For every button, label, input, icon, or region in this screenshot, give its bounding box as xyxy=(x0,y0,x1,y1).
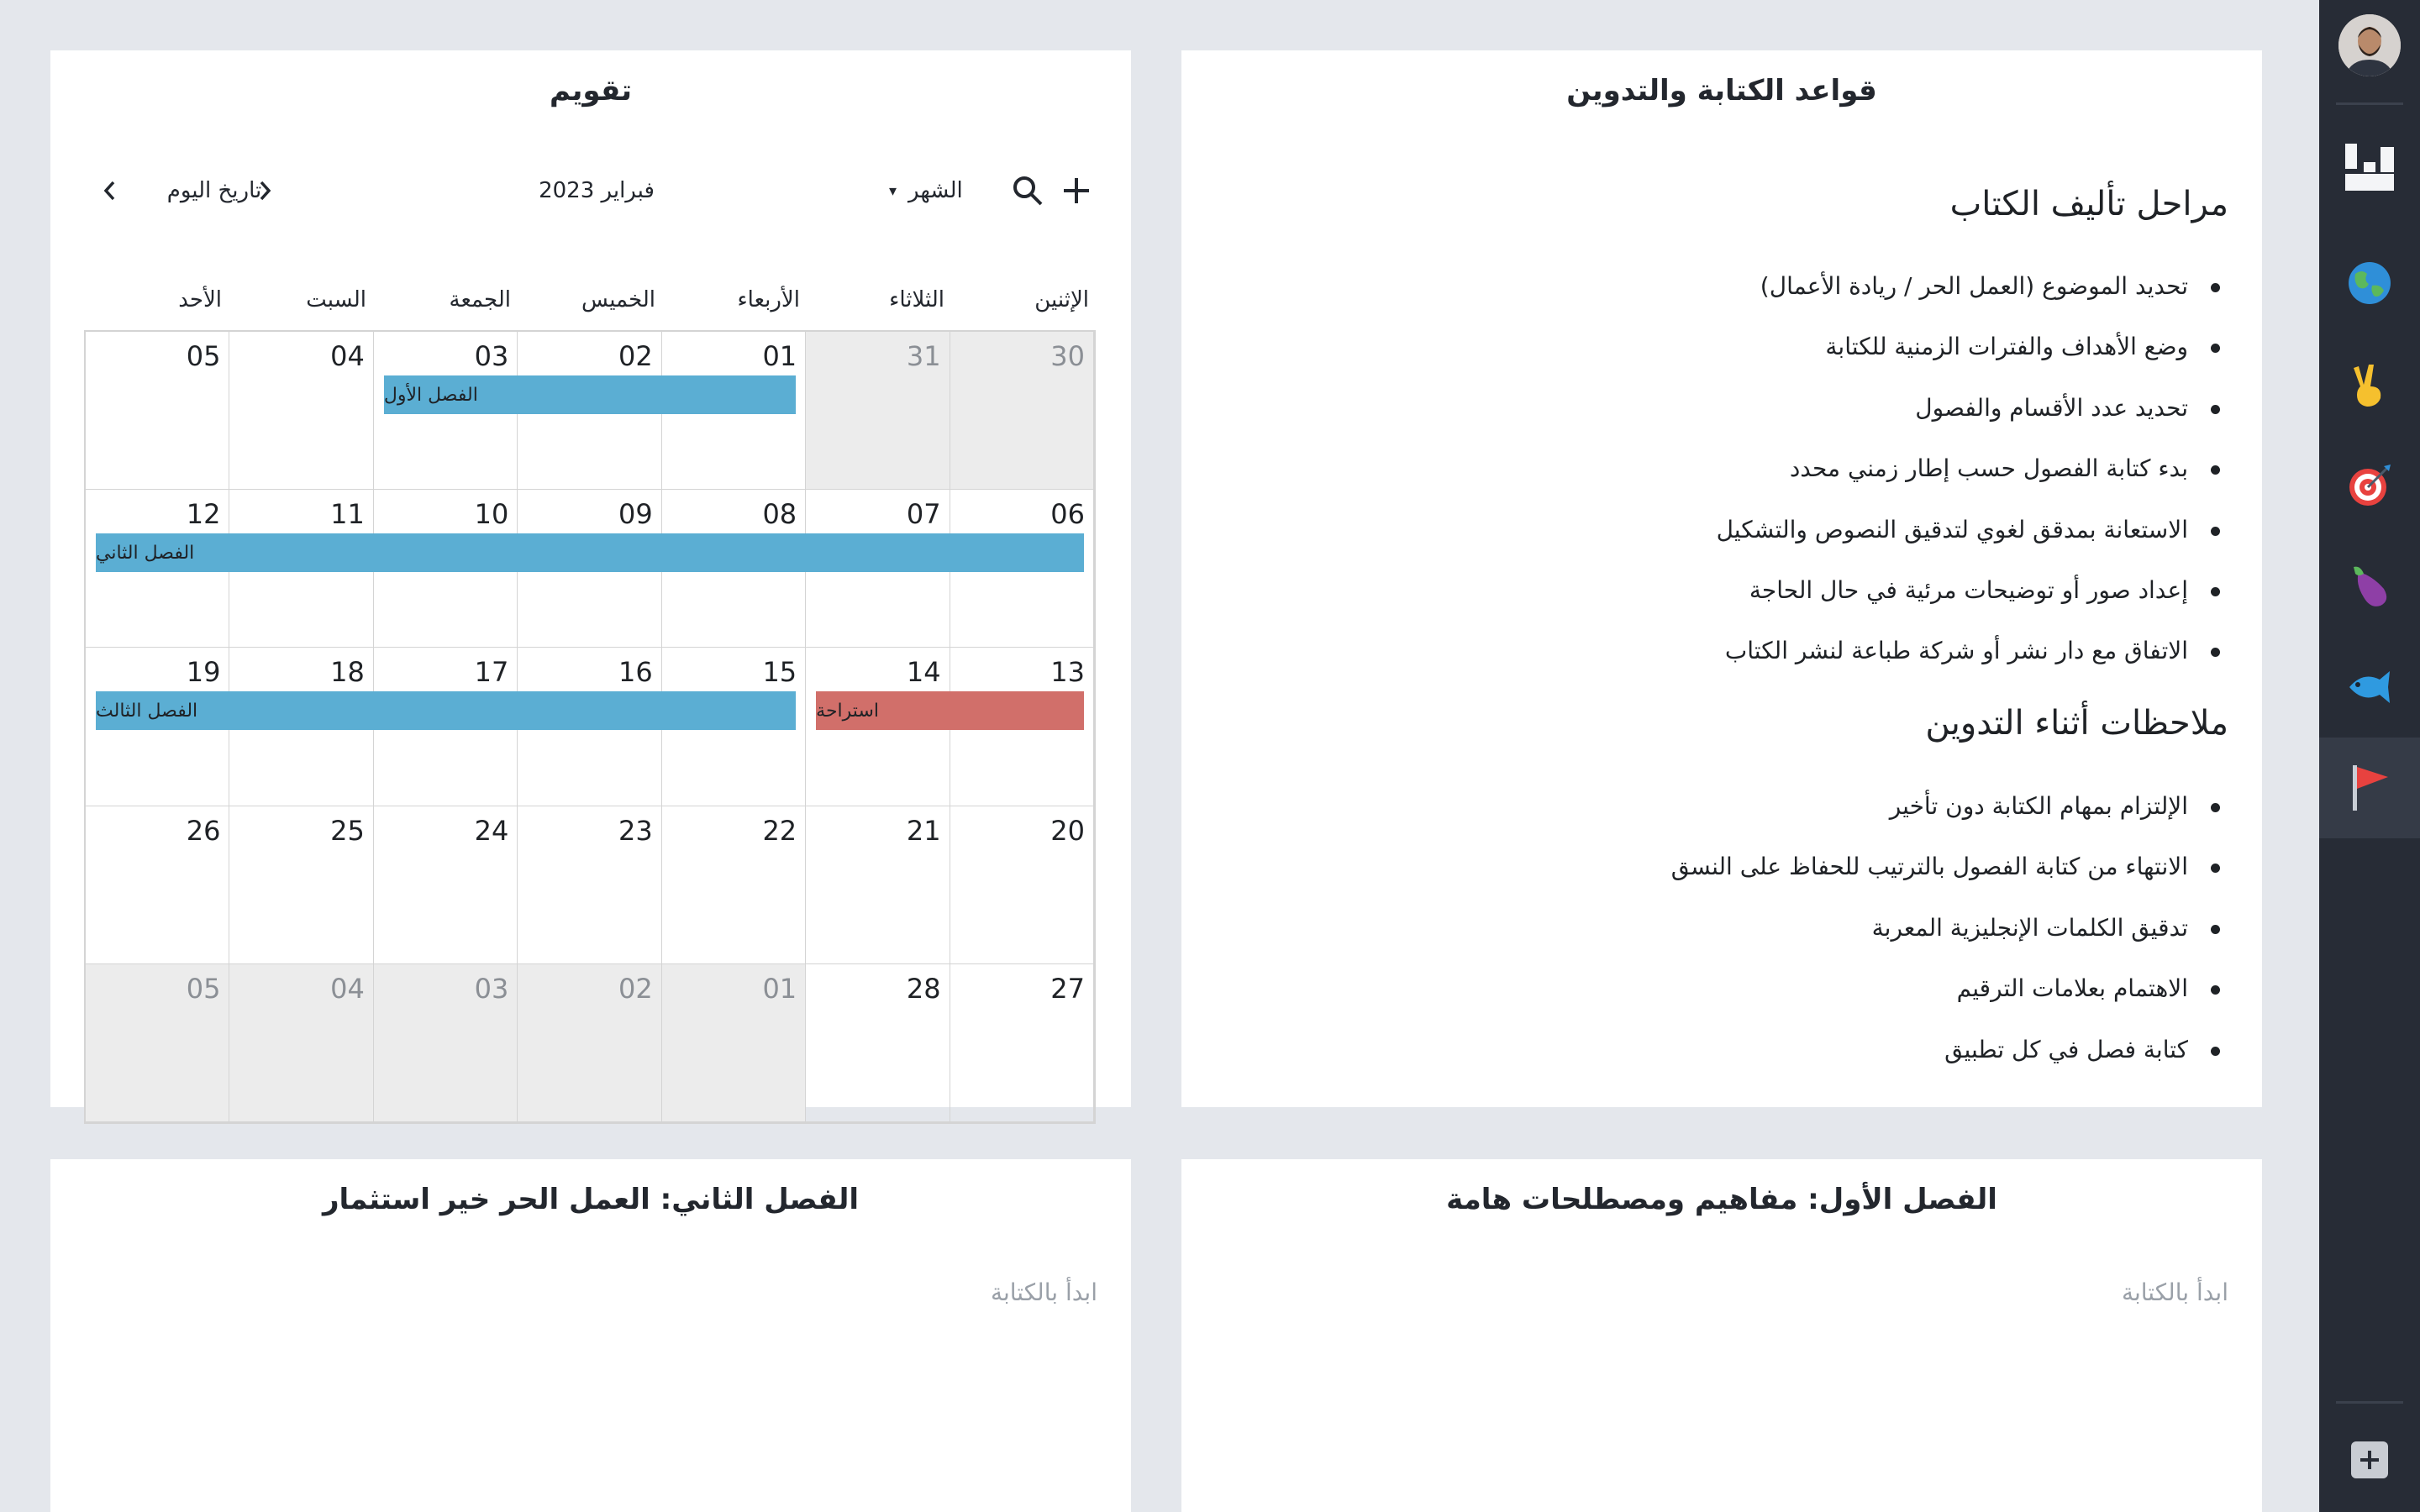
day-cell[interactable] xyxy=(86,332,229,490)
day-cell[interactable] xyxy=(806,332,950,490)
chapter1-card[interactable] xyxy=(1181,1159,2262,1512)
day-number: 17 xyxy=(474,656,509,689)
sidebar-item-workspace[interactable] xyxy=(2319,118,2420,218)
day-number: 04 xyxy=(330,340,365,372)
flag-icon xyxy=(2349,764,2390,812)
day-number: 27 xyxy=(1050,972,1085,1005)
day-cell[interactable] xyxy=(229,964,373,1122)
notes-list-item: الإلتزام بمهام الكتابة دون تأخير xyxy=(1215,791,2188,852)
view-select-value: الشهر xyxy=(908,178,963,203)
day-cell[interactable] xyxy=(950,964,1094,1122)
caret-down-icon: ▾ xyxy=(889,181,897,200)
notes-list-item: الاهتمام بعلامات الترقيم xyxy=(1215,974,2188,1034)
day-number: 09 xyxy=(618,498,653,531)
search-icon xyxy=(1012,175,1044,207)
section-title-notes: ملاحظات أثناء التدوين xyxy=(1925,704,2228,743)
sidebar-item-fish[interactable] xyxy=(2319,637,2420,738)
weekday-header xyxy=(84,287,1096,326)
day-cell[interactable] xyxy=(86,806,229,964)
notes-list-item: تدقيق الكلمات الإنجليزية المعربة xyxy=(1215,913,2188,974)
day-number: 10 xyxy=(474,498,509,531)
fish-icon xyxy=(2346,668,2393,706)
day-cell[interactable] xyxy=(229,332,373,490)
sidebar-item-globe[interactable] xyxy=(2319,233,2420,333)
day-cell[interactable] xyxy=(806,964,950,1122)
day-number: 16 xyxy=(618,656,653,689)
next-period-button[interactable] xyxy=(249,168,282,213)
day-number: 25 xyxy=(330,814,365,847)
day-number: 18 xyxy=(330,656,365,689)
day-cell[interactable] xyxy=(518,964,661,1122)
day-number: 02 xyxy=(618,972,653,1005)
stages-list-item: بدء كتابة الفصول حسب إطار زمني محدد xyxy=(1215,454,2188,514)
stages-list-item: تحديد عدد الأقسام والفصول xyxy=(1215,393,2188,454)
day-number: 05 xyxy=(186,340,221,372)
victory-hand-icon xyxy=(2349,361,2391,408)
weekday-label: الإثنين xyxy=(1034,287,1089,312)
day-number: 05 xyxy=(186,972,221,1005)
chevron-left-icon xyxy=(102,179,117,202)
user-avatar-icon xyxy=(2338,14,2401,76)
day-number: 31 xyxy=(906,340,941,372)
day-cell[interactable] xyxy=(374,806,518,964)
section-title-stages: مراحل تأليف الكتاب xyxy=(1949,185,2228,223)
stages-list xyxy=(1215,271,2188,697)
day-number: 01 xyxy=(762,972,797,1005)
day-number: 23 xyxy=(618,814,653,847)
day-number: 22 xyxy=(762,814,797,847)
month-label: فبراير 2023 xyxy=(539,178,655,203)
sidebar-divider xyxy=(2336,102,2403,105)
day-cell[interactable] xyxy=(518,806,661,964)
sidebar-item-hand[interactable] xyxy=(2319,334,2420,435)
day-cell[interactable] xyxy=(950,806,1094,964)
prev-period-button[interactable] xyxy=(92,168,126,213)
rules-title: قواعد الكتابة والتدوين xyxy=(1566,74,1877,108)
calendar-card xyxy=(50,50,1131,1107)
day-number: 20 xyxy=(1050,814,1085,847)
calendar-event[interactable]: الفصل الأول xyxy=(384,375,796,414)
day-cell[interactable] xyxy=(662,964,806,1122)
chevron-right-icon xyxy=(258,179,273,202)
add-event-button[interactable] xyxy=(1055,168,1097,213)
weekday-label: الأحد xyxy=(178,287,222,312)
chapter1-editor-placeholder[interactable]: ابدأ بالكتابة xyxy=(2121,1278,2228,1306)
day-cell[interactable] xyxy=(950,332,1094,490)
day-number: 12 xyxy=(186,498,221,531)
calendar-event[interactable]: استراحة xyxy=(816,691,1084,730)
day-number: 28 xyxy=(906,972,941,1005)
search-button[interactable] xyxy=(1007,168,1049,213)
calendar-grid xyxy=(84,330,1096,1124)
sidebar-divider-bottom xyxy=(2336,1401,2403,1404)
stages-list-item: تحديد الموضوع (العمل الحر / ريادة الأعمال) xyxy=(1215,271,2188,332)
stages-list-item: الاتفاق مع دار نشر أو شركة طباعة لنشر الكتاب xyxy=(1215,636,2188,696)
target-icon xyxy=(2347,463,2392,508)
avatar[interactable] xyxy=(2338,14,2401,76)
day-number: 04 xyxy=(330,972,365,1005)
weekday-label: الخميس xyxy=(581,287,655,312)
chapter2-title: الفصل الثاني: العمل الحر خير استثمار xyxy=(322,1183,860,1216)
day-number: 13 xyxy=(1050,656,1085,689)
notes-list xyxy=(1215,791,2188,1095)
day-number: 07 xyxy=(906,498,941,531)
calendar-event[interactable]: الفصل الثالث xyxy=(96,691,796,730)
calendar-title: تقويم xyxy=(550,74,632,108)
day-number: 14 xyxy=(906,656,941,689)
day-number: 01 xyxy=(762,340,797,372)
sidebar-item-eggplant[interactable] xyxy=(2319,536,2420,637)
day-cell[interactable] xyxy=(374,964,518,1122)
weekday-label: الجمعة xyxy=(449,287,511,312)
day-number: 15 xyxy=(762,656,797,689)
day-number: 02 xyxy=(618,340,653,372)
day-number: 11 xyxy=(330,498,365,531)
day-cell[interactable] xyxy=(86,964,229,1122)
chapter2-editor-placeholder[interactable]: ابدأ بالكتابة xyxy=(990,1278,1097,1306)
day-number: 24 xyxy=(474,814,509,847)
today-label: تاريخ اليوم xyxy=(166,178,262,203)
chapter1-title: الفصل الأول: مفاهيم ومصطلحات هامة xyxy=(1446,1183,1997,1216)
day-number: 03 xyxy=(474,340,509,372)
day-number: 26 xyxy=(186,814,221,847)
add-page-button[interactable] xyxy=(2351,1441,2388,1478)
stages-list-item: إعداد صور أو توضيحات مرئية في حال الحاجة xyxy=(1215,575,2188,636)
eggplant-icon xyxy=(2347,564,2392,609)
day-number: 03 xyxy=(474,972,509,1005)
logo-icon xyxy=(2344,142,2396,194)
chapter2-card[interactable] xyxy=(50,1159,1131,1512)
weekday-label: السبت xyxy=(306,287,366,312)
day-cell[interactable] xyxy=(806,806,950,964)
day-number: 30 xyxy=(1050,340,1085,372)
day-cell[interactable] xyxy=(229,806,373,964)
weekday-label: الثلاثاء xyxy=(889,287,944,312)
weekday-label: الأربعاء xyxy=(737,287,800,312)
plus-icon xyxy=(2359,1449,2381,1471)
day-cell[interactable] xyxy=(662,806,806,964)
calendar-event[interactable]: الفصل الثاني xyxy=(96,533,1084,572)
stages-list-item: وضع الأهداف والفترات الزمنية للكتابة xyxy=(1215,332,2188,392)
calendar-toolbar xyxy=(50,168,1131,213)
globe-icon xyxy=(2347,260,2392,306)
day-number: 06 xyxy=(1050,498,1085,531)
day-number: 08 xyxy=(762,498,797,531)
sidebar-item-flag[interactable] xyxy=(2319,738,2420,838)
day-number: 19 xyxy=(186,656,221,689)
plus-icon xyxy=(1062,176,1091,205)
rules-card xyxy=(1181,50,2262,1107)
sidebar xyxy=(2319,0,2420,1512)
notes-list-item: كتابة فصل في كل تطبيق xyxy=(1215,1035,2188,1095)
notes-list-item: الانتهاء من كتابة الفصول بالترتيب للحفاظ على النسق xyxy=(1215,852,2188,912)
sidebar-item-target[interactable] xyxy=(2319,435,2420,536)
day-number: 21 xyxy=(906,814,941,847)
stages-list-item: الاستعانة بمدقق لغوي لتدقيق النصوص والتشكيل xyxy=(1215,515,2188,575)
